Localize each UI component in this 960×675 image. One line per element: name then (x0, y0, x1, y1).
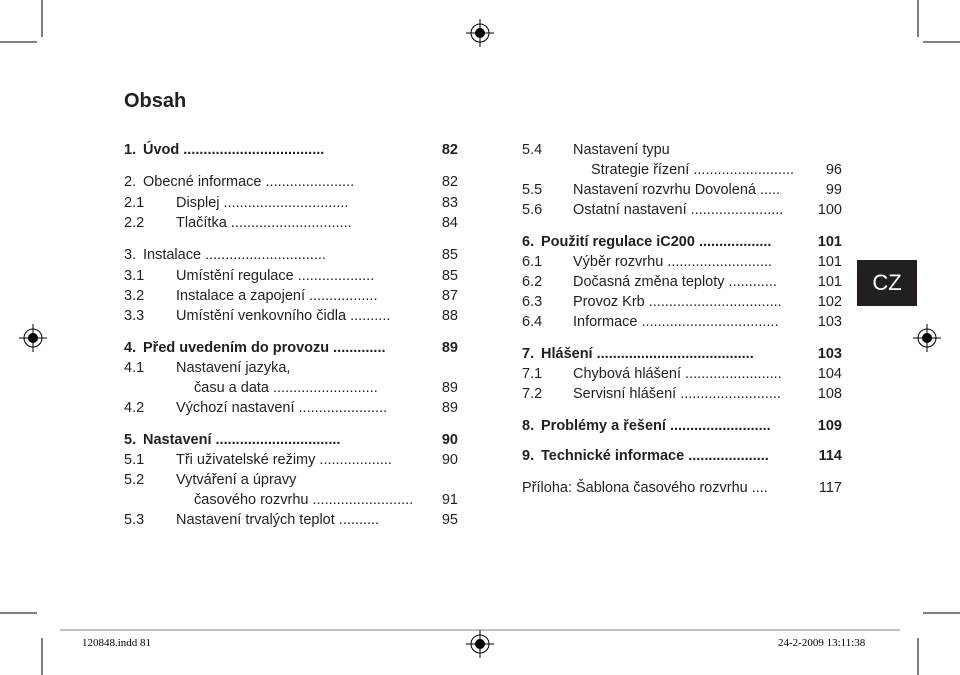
toc-entry (124, 266, 458, 286)
toc-entry (124, 358, 458, 378)
toc-entry (124, 140, 458, 160)
toc-entry (522, 478, 842, 498)
toc-entry-title: Nastavení rozvrhu Dovolená ..... (573, 182, 781, 198)
toc-entry-page: 109 (817, 418, 842, 434)
toc-entry (124, 450, 458, 470)
toc-entry-number: 2. (124, 174, 137, 190)
toc-entry-number: 5.2 (124, 472, 145, 488)
toc-entry-title: Umístění regulace ................... (176, 268, 375, 284)
toc-entry (124, 213, 458, 233)
toc-entry-title: Obecné informace ...................... (143, 174, 355, 190)
toc-entry (522, 140, 842, 160)
toc-entry (522, 200, 842, 220)
toc-entry-page: 89 (441, 400, 458, 416)
toc-entry (124, 172, 458, 192)
toc-entry-number: 5.6 (522, 202, 543, 218)
toc-entry-title: Nastavení trvalých teplot .......... (176, 512, 380, 528)
toc-entry-page: 87 (441, 288, 458, 304)
toc-entry-title: Instalace a zapojení ................. (176, 288, 378, 304)
toc-entry-number: 3.2 (124, 288, 145, 304)
toc-entry-page: 90 (441, 432, 458, 448)
toc-entry-title: Nastavení jazyka, (176, 360, 291, 376)
toc-entry (522, 272, 842, 292)
toc-entry-number: 5. (124, 432, 137, 448)
toc-entry (522, 344, 842, 364)
toc-entry-number: 6.2 (522, 274, 543, 290)
toc-entry-title: Provoz Krb ................................. (573, 294, 782, 310)
toc-entry-title: Informace .................................. (573, 314, 779, 330)
toc-entry-number: 5.5 (522, 182, 543, 198)
toc-entry-title: Příloha: Šablona časového rozvrhu .... (522, 480, 768, 496)
toc-entry-title: Strategie řízení ......................... (591, 162, 795, 178)
toc-entry-number: 5.1 (124, 452, 145, 468)
toc-entry-number: 3. (124, 247, 137, 263)
toc-entry-number: 4. (124, 340, 137, 356)
toc-entry-number: 7.2 (522, 386, 543, 402)
toc-entry-page: 89 (441, 380, 458, 396)
toc-entry-page: 96 (825, 162, 842, 178)
toc-entry-number: 6.1 (522, 254, 543, 270)
toc-entry-number: 2.2 (124, 215, 145, 231)
toc-entry (522, 292, 842, 312)
toc-entry (124, 306, 458, 326)
toc-entry (522, 384, 842, 404)
toc-entry-title: Servisní hlášení ......................... (573, 386, 781, 402)
toc-entry-title: Výběr rozvrhu .......................... (573, 254, 773, 270)
toc-entry-page: 82 (441, 142, 458, 158)
toc-entry-page: 88 (441, 308, 458, 324)
toc-entry-page: 85 (441, 247, 458, 263)
toc-entry (124, 490, 458, 510)
toc-entry-number: 6. (522, 234, 535, 250)
toc-entry (522, 446, 842, 466)
page-title: Obsah (124, 90, 187, 112)
toc-entry (522, 416, 842, 436)
toc-entry-title: času a data .......................... (194, 380, 378, 396)
toc-entry-title: Displej ............................... (176, 195, 349, 211)
toc-entry (124, 378, 458, 398)
toc-entry-number: 4.2 (124, 400, 145, 416)
toc-entry-title: Chybová hlášení ........................ (573, 366, 782, 382)
toc-entry-number: 9. (522, 448, 535, 464)
toc-entry-page: 103 (817, 346, 842, 362)
toc-entry-page: 102 (817, 294, 842, 310)
toc-entry (124, 245, 458, 265)
toc-entry-page: 108 (817, 386, 842, 402)
toc-entry-page: 114 (818, 448, 842, 464)
toc-entry-page: 101 (817, 274, 842, 290)
toc-entry-page: 85 (441, 268, 458, 284)
toc-entry (522, 364, 842, 384)
toc-entry-number: 7.1 (522, 366, 543, 382)
registration-mark-icon (466, 630, 494, 658)
toc-entry-title: Nastavení typu (573, 142, 670, 158)
toc-entry-page: 95 (441, 512, 458, 528)
toc-entry-page: 104 (817, 366, 842, 382)
toc-entry-title: Tlačítka .............................. (176, 215, 352, 231)
footer-stamp: 24-2-2009 13:11:38 (778, 637, 866, 649)
toc-entry (124, 398, 458, 418)
toc-entry-number: 6.3 (522, 294, 543, 310)
toc-entry (124, 430, 458, 450)
toc-entry-number: 5.4 (522, 142, 543, 158)
toc-entry-page: 84 (441, 215, 458, 231)
toc-entry-number: 2.1 (124, 195, 145, 211)
toc-entry-number: 1. (124, 142, 137, 158)
toc-entry-number: 7. (522, 346, 535, 362)
toc-entry-title: Vytváření a úpravy (176, 472, 297, 488)
toc-entry-title: Umístění venkovního čidla .......... (176, 308, 391, 324)
toc-entry-page: 89 (441, 340, 458, 356)
toc-entry (522, 160, 842, 180)
language-tab: CZ (857, 260, 917, 306)
toc-entry-number: 6.4 (522, 314, 543, 330)
toc-entry-page: 82 (441, 174, 458, 190)
toc-entry-title: Dočasná změna teploty ............ (573, 274, 777, 290)
toc-entry-title: Použití regulace iC200 .................. (541, 234, 772, 250)
toc-entry-number: 8. (522, 418, 535, 434)
toc-entry-page: 99 (825, 182, 842, 198)
toc-entry-title: Nastavení ............................... (143, 432, 341, 448)
toc-entry (522, 180, 842, 200)
toc-entry (124, 510, 458, 530)
registration-mark-icon (466, 19, 494, 47)
registration-mark-icon (19, 324, 47, 352)
toc-entry-page: 101 (817, 234, 842, 250)
toc-entry-number: 3.1 (124, 268, 145, 284)
toc-entry-title: Hlášení ....................................... (541, 346, 754, 362)
toc-entry-page: 101 (817, 254, 842, 270)
footer-file: 120848.indd 81 (82, 637, 152, 649)
toc-entry-number: 3.3 (124, 308, 145, 324)
toc-entry-title: Technické informace .................... (541, 448, 769, 464)
toc-entry-title: Tři uživatelské režimy .................. (176, 452, 392, 468)
toc-entry-title: Problémy a řešení ......................... (541, 418, 771, 434)
toc-entry (124, 286, 458, 306)
registration-mark-icon (913, 324, 941, 352)
toc-entry (522, 232, 842, 252)
toc-entry (124, 338, 458, 358)
toc-entry-number: 4.1 (124, 360, 145, 376)
toc-entry-title: Ostatní nastavení ....................... (573, 202, 784, 218)
toc-entry-page: 91 (441, 492, 458, 508)
toc-entry (522, 252, 842, 272)
toc-entry-page: 100 (817, 202, 842, 218)
toc-entry-title: Úvod ................................... (143, 142, 325, 158)
toc-entry-page: 90 (441, 452, 458, 468)
toc-entry (124, 193, 458, 213)
toc-entry (124, 470, 458, 490)
toc-entry-page: 117 (818, 480, 842, 496)
toc-entry-title: Před uvedením do provozu ............. (143, 340, 386, 356)
toc-entry-page: 103 (817, 314, 842, 330)
toc-entry-title: Instalace .............................. (143, 247, 326, 263)
toc-entry-page: 83 (441, 195, 458, 211)
toc-entry (522, 312, 842, 332)
toc-entry-title: Výchozí nastavení ...................... (176, 400, 388, 416)
toc-entry-number: 5.3 (124, 512, 145, 528)
toc-entry-title: časového rozvrhu ......................... (194, 492, 414, 508)
